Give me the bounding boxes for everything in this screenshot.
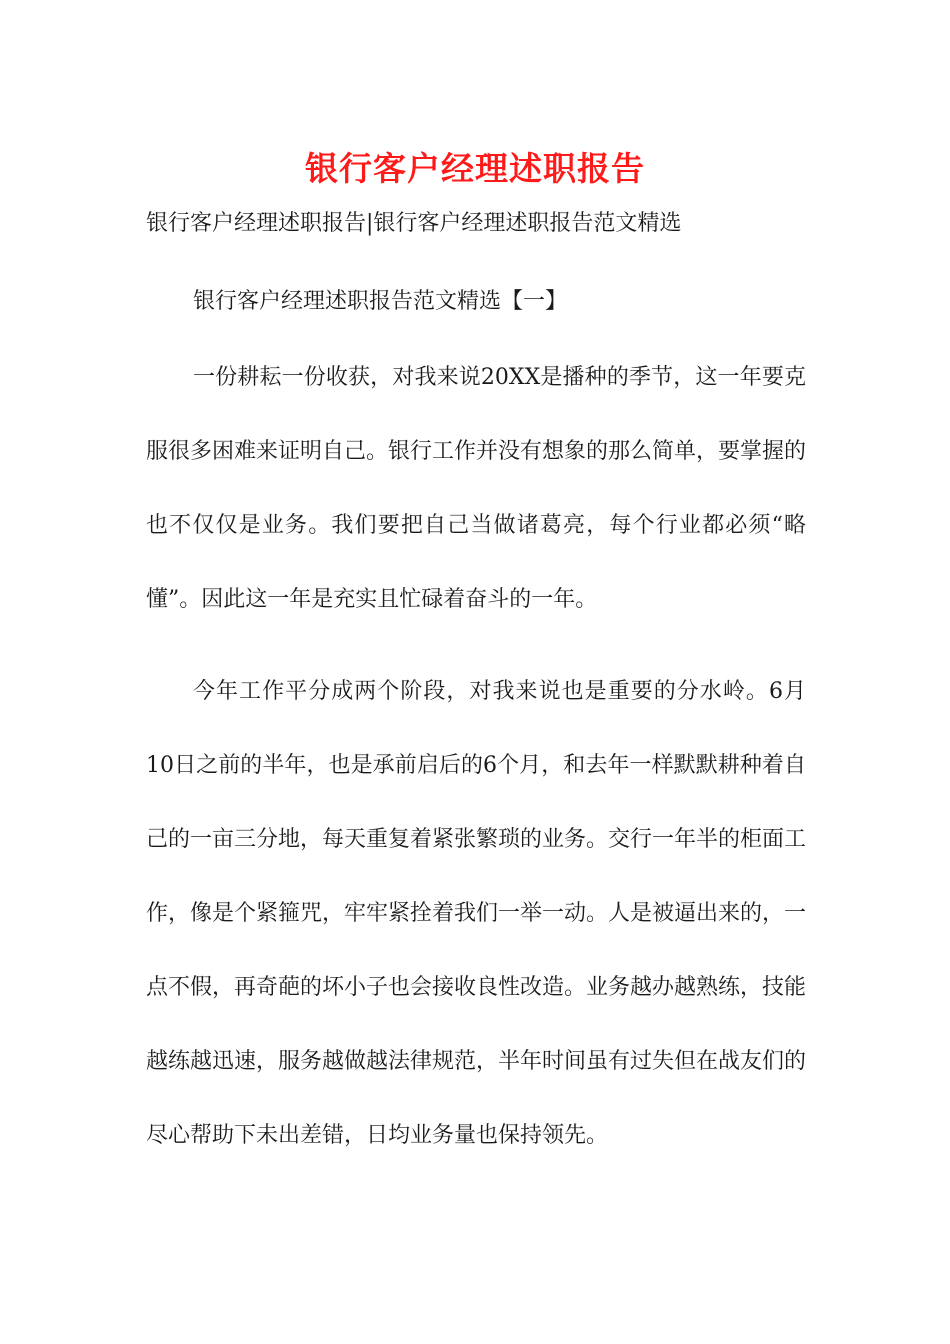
paragraph-2: 今年工作平分成两个阶段，对我来说也是重要的分水岭。6月10日之前的半年，也是承前启后的6个月，和去年一样默默耕种着自己的一亩三分地，每天重复着紧张繁琐的业务。交行一年半的柜面工作，像是个紧箍咒，牢牢紧拴着我们一举一动。人是被逼出来的，一点不假，再奇葩的坏小子也会接收良性改造。业务越办越熟练，技能越练越迅速，服务越做越法律规范，半年时间虽有过失但在战友们的尽心帮助下未出差错，日均业务量也保持领先。 xyxy=(146,679,807,1148)
document-subtitle: 银行客户经理述职报告|银行客户经理述职报告范文精选 xyxy=(146,211,682,236)
document-title: 银行客户经理述职报告 xyxy=(305,149,645,188)
section-heading: 银行客户经理述职报告范文精选【一】 xyxy=(193,289,568,314)
paragraph-1: 一份耕耘一份收获，对我来说20XX是播种的季节，这一年要克服很多困难来证明自己。银行工作并没有想象的那么简单，要掌握的也不仅仅是业务。我们要把自己当做诸葛亮，每个行业都必须“略懂”。因此这一年是充实且忙碌着奋斗的一年。 xyxy=(146,365,807,612)
